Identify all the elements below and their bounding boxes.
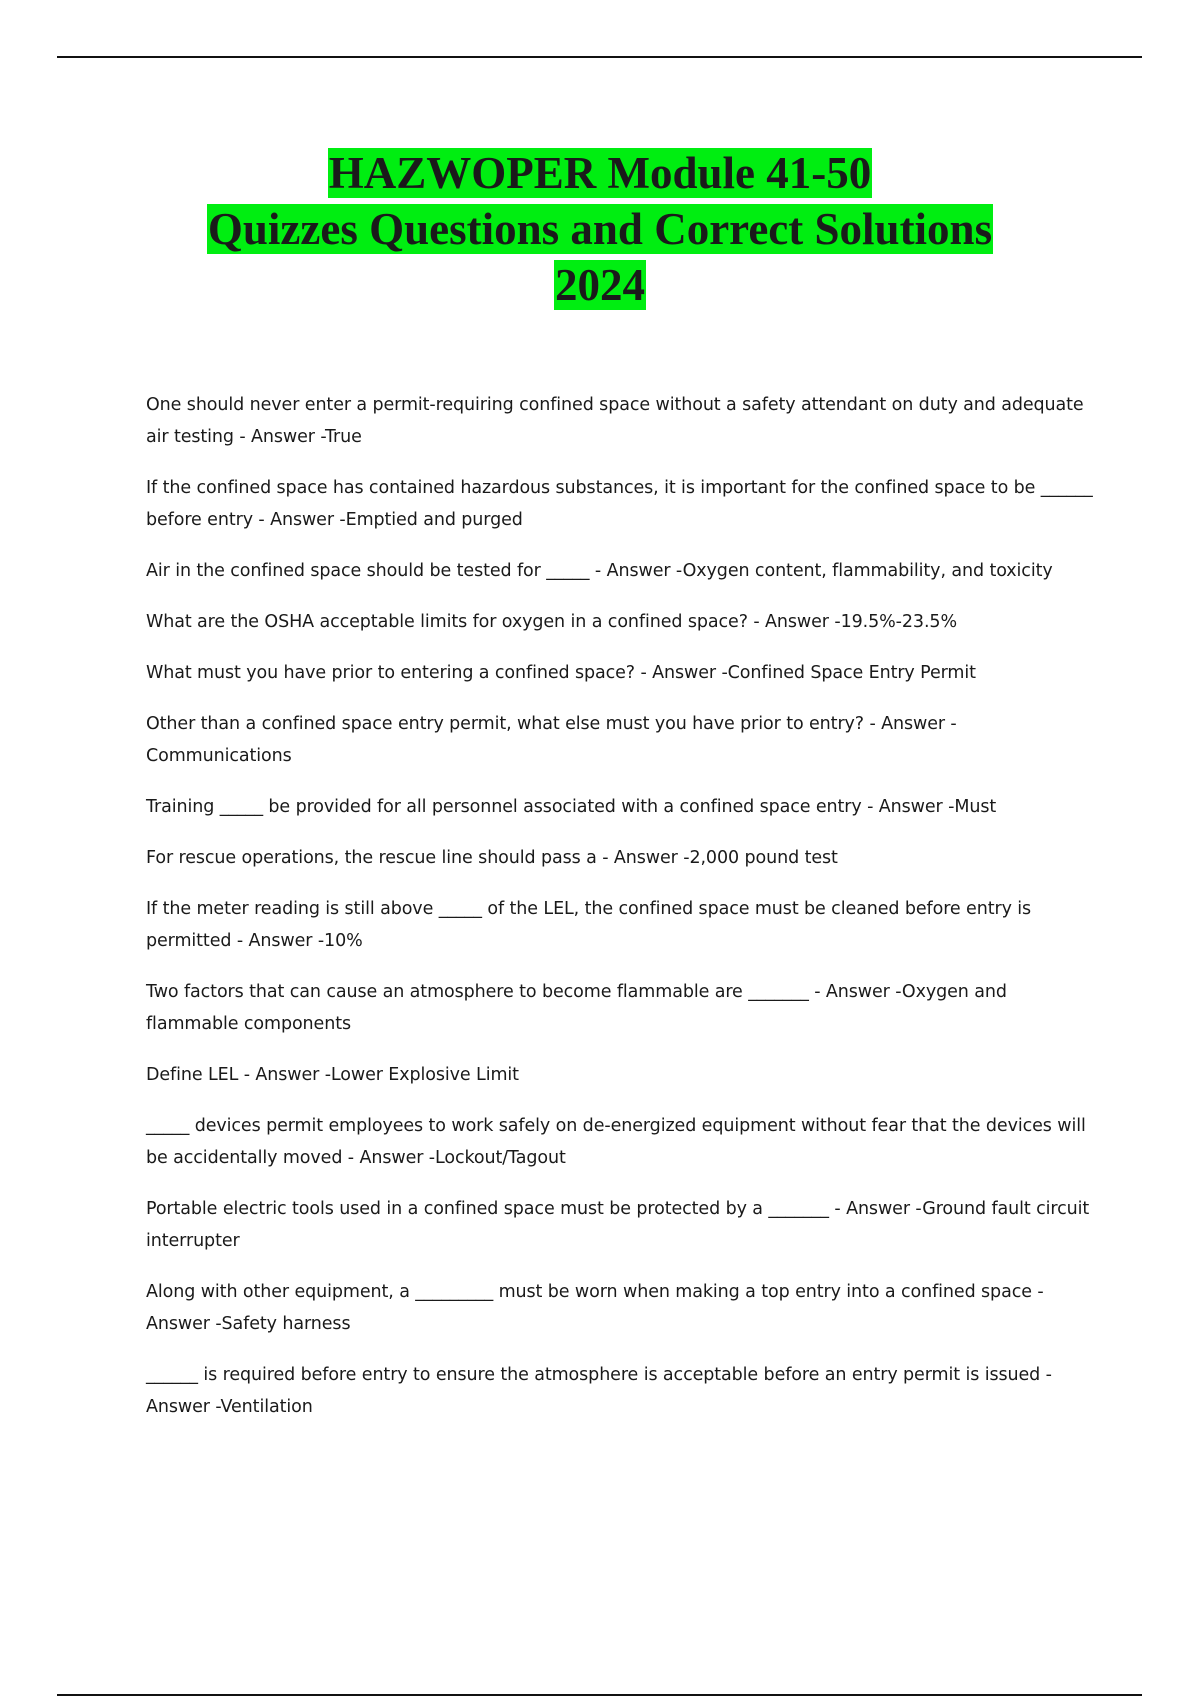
title-line-3: 2024	[555, 260, 645, 310]
question-item: Define LEL - Answer -Lower Explosive Limit	[146, 1065, 519, 1085]
question-item: Two factors that can cause an atmosphere to become flammable are _______ - Answer -Oxygen and flammable components	[146, 982, 1007, 1034]
question-item: What must you have prior to entering a confined space? - Answer -Confined Space Entry Permit	[146, 663, 976, 683]
question-item: If the meter reading is still above _____ of the LEL, the confined space must be cleaned before entry is permitted - Answer -10%	[146, 899, 1032, 951]
question-item: Portable electric tools used in a confined space must be protected by a _______ - Answer -Ground fault circuit interrupter	[146, 1199, 1090, 1251]
question-item: One should never enter a permit-requiring confined space without a safety attendant on duty and adequate air testing - Answer -True	[146, 395, 1084, 447]
title-line-1: HAZWOPER Module 41-50	[328, 148, 872, 198]
title-line-2: Quizzes Questions and Correct Solutions	[207, 204, 993, 254]
question-item: What are the OSHA acceptable limits for oxygen in a confined space? - Answer -19.5%-23.5%	[146, 612, 957, 632]
question-item: Training _____ be provided for all personnel associated with a confined space entry - Answer -Must	[146, 797, 997, 817]
bottom-divider	[57, 1694, 1142, 1696]
question-item: If the confined space has contained hazardous substances, it is important for the confined space to be ______ before entry - Answer -Emptied and purged	[146, 478, 1093, 530]
question-item: ______ is required before entry to ensure the atmosphere is acceptable before an entry permit is issued - Answer -Ventilation	[146, 1365, 1052, 1417]
question-item: Other than a confined space entry permit, what else must you have prior to entry? - Answer - Communications	[146, 714, 957, 766]
question-list	[146, 389, 1096, 1442]
top-divider	[57, 56, 1142, 58]
question-item: _____ devices permit employees to work safely on de-energized equipment without fear that the devices will be accidentally moved - Answer -Lockout/Tagout	[146, 1116, 1086, 1168]
question-item: For rescue operations, the rescue line should pass a - Answer -2,000 pound test	[146, 848, 838, 868]
document-title	[0, 145, 1200, 313]
question-item: Along with other equipment, a _________ must be worn when making a top entry into a confined space - Answer -Safety harness	[146, 1282, 1044, 1334]
question-item: Air in the confined space should be tested for _____ - Answer -Oxygen content, flammability, and toxicity	[146, 561, 1053, 581]
